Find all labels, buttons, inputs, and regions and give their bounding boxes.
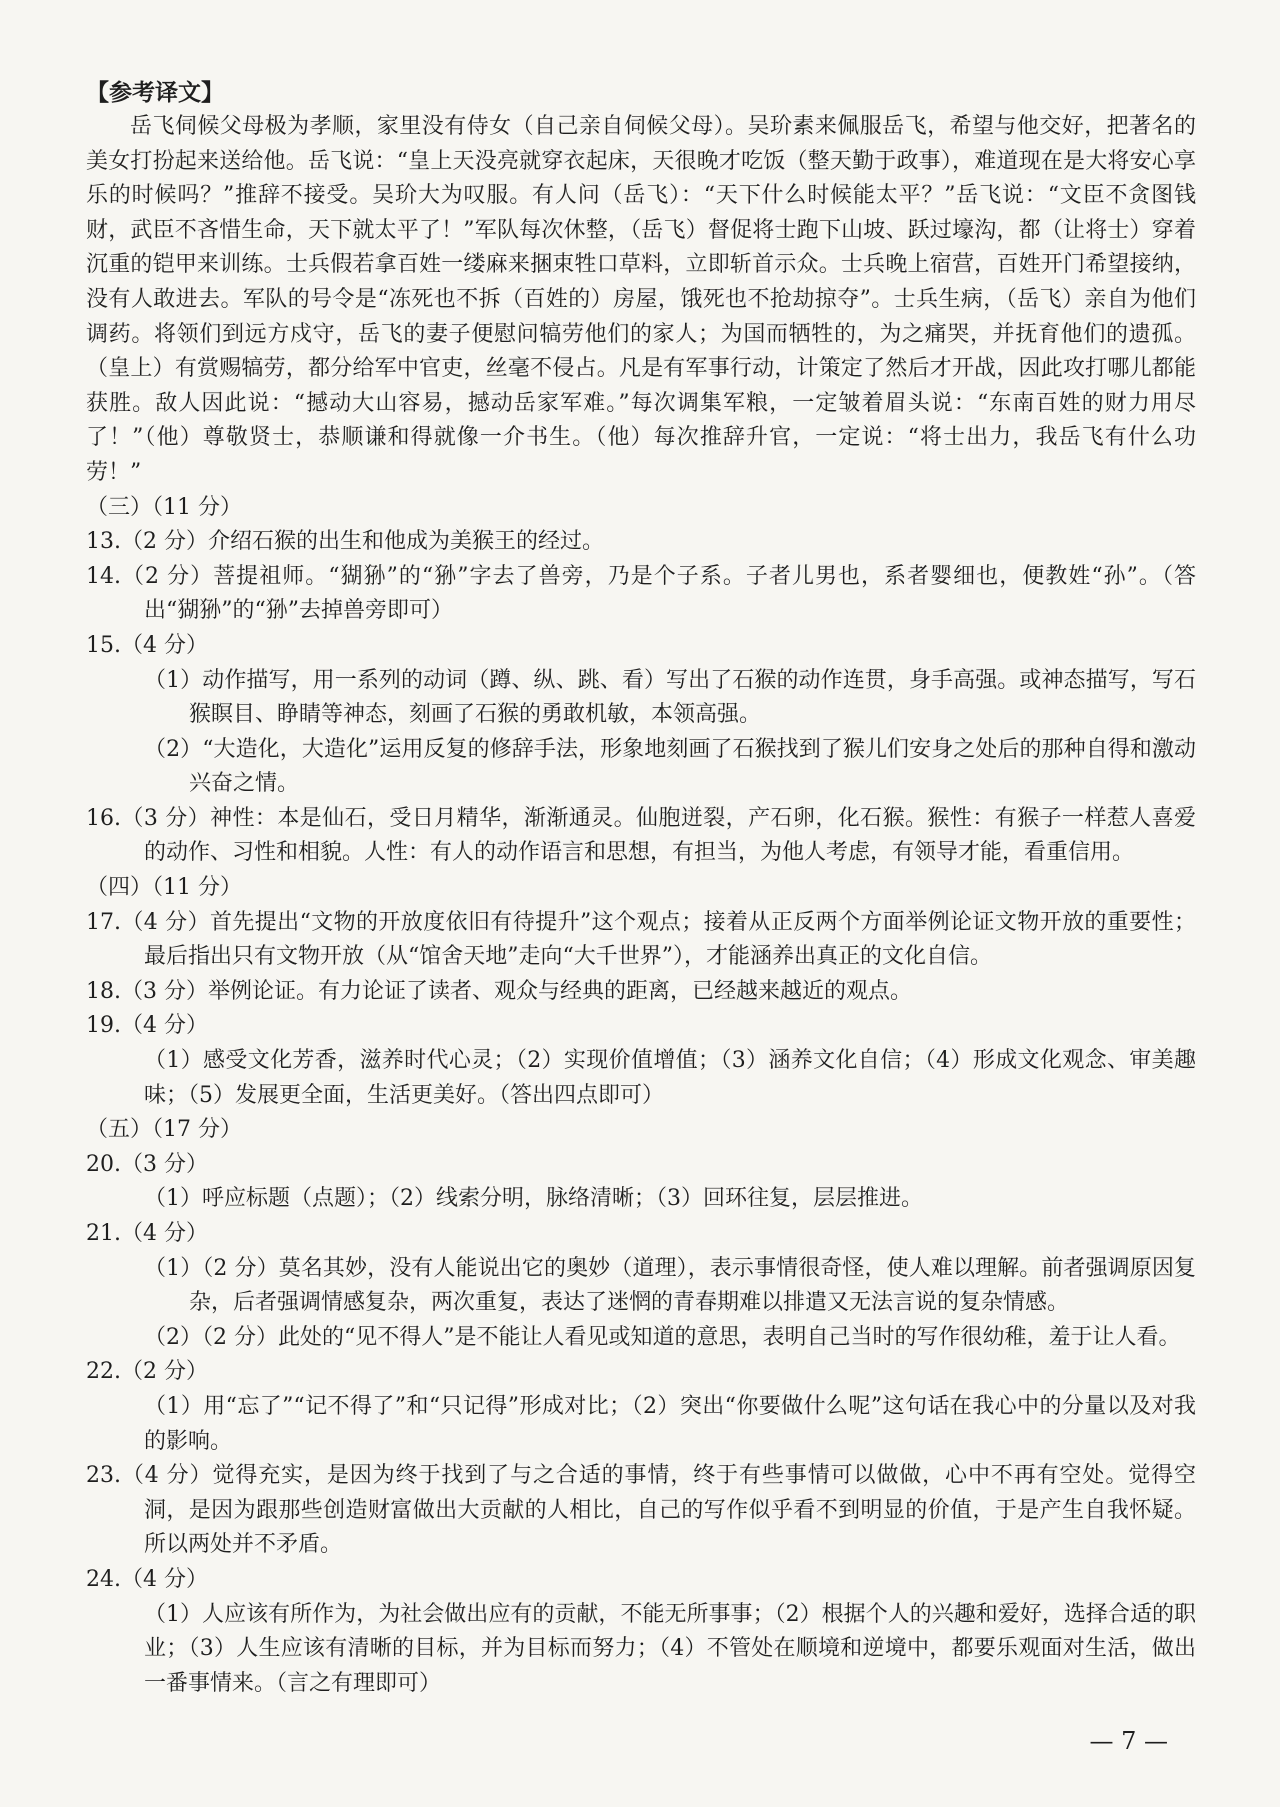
answer-24-body: （1）人应该有所作为，为社会做出应有的贡献，不能无所事事；（2）根据个人的兴趣和爱好，选择合适的职业；（3）人生应该有清晰的目标，并为目标而努力；（4）不管处在顺境和逆境中，都要乐观面对生活，做出一番事情来。（言之有理即可） [144, 1601, 1196, 1696]
answer-page [86, 76, 1196, 1701]
answer-19-heading: 19.（4 分） [86, 1013, 208, 1039]
answer-13: 13.（2 分）介绍石猴的出生和他成为美猴王的经过。 [86, 529, 604, 555]
answer-16: 16.（3 分）神性：本是仙石，受日月精华，渐渐通灵。仙胞迸裂，产石卵，化石猴。猴性：有猴子一样惹人喜爱的动作、习性和相貌。人性：有人的动作语言和思想，有担当，为他人考虑，有领导才能，看重信用。 [86, 805, 1196, 866]
answer-21-part-2: （2）（2 分）此处的“见不得人”是不能让人看见或知道的意思，表明自己当时的写作很幼稚，羞于让人看。 [144, 1324, 1181, 1350]
section-3-heading: （三）（11 分） [86, 494, 242, 520]
section-5-heading: （五）（17 分） [86, 1117, 242, 1143]
answer-22-heading: 22.（2 分） [86, 1359, 208, 1385]
answer-14: 14.（2 分）菩提祖师。“猢狲”的“狲”字去了兽旁，乃是个子系。子者儿男也，系者婴细也，便教姓“孙”。（答出“猢狲”的“狲”去掉兽旁即可） [86, 563, 1196, 624]
answer-18: 18.（3 分）举例论证。有力论证了读者、观众与经典的距离，已经越来越近的观点。 [86, 978, 912, 1004]
answer-15-heading: 15.（4 分） [86, 632, 208, 658]
answer-21-part-1: （1）（2 分）莫名其妙，没有人能说出它的奥妙（道理），表示事情很奇怪，使人难以理解。前者强调原因复杂，后者强调情感复杂，两次重复，表达了迷惘的青春期难以排遣又无法言说的复杂情感。 [144, 1255, 1196, 1316]
answer-22-body: （1）用“忘了”“记不得了”和“只记得”形成对比；（2）突出“你要做什么呢”这句话在我心中的分量以及对我的影响。 [144, 1393, 1196, 1454]
answer-15-part-1: （1）动作描写，用一系列的动词（蹲、纵、跳、看）写出了石猴的动作连贯，身手高强。或神态描写，写石猴瞑目、睁睛等神态，刻画了石猴的勇敢机敏，本领高强。 [144, 667, 1196, 728]
answer-15-part-2: （2）“大造化，大造化”运用反复的修辞手法，形象地刻画了石猴找到了猴儿们安身之处后的那种自得和激动兴奋之情。 [144, 736, 1196, 797]
translation-title: 【参考译文】 [86, 80, 224, 106]
section-4-heading: （四）（11 分） [86, 875, 242, 901]
answer-19-body: （1）感受文化芳香，滋养时代心灵；（2）实现价值增值；（3）涵养文化自信；（4）形成文化观念、审美趣味；（5）发展更全面，生活更美好。（答出四点即可） [144, 1048, 1196, 1108]
answer-20-heading: 20.（3 分） [86, 1151, 208, 1177]
page-number: — 7 — [1089, 1727, 1168, 1755]
answer-24-heading: 24.（4 分） [86, 1566, 208, 1592]
answer-20-body: （1）呼应标题（点题）；（2）线索分明，脉络清晰；（3）回环往复，层层推进。 [144, 1186, 923, 1212]
answer-23: 23.（4 分）觉得充实，是因为终于找到了与之合适的事情，终于有些事情可以做做，心中不再有空处。觉得空洞，是因为跟那些创造财富做出大贡献的人相比，自己的写作似乎看不到明显的价值，于是产生自我怀疑。所以两处并不矛盾。 [86, 1463, 1196, 1558]
answer-21-heading: 21.（4 分） [86, 1221, 208, 1246]
translation-text: 岳飞伺候父母极为孝顺，家里没有侍女（自己亲自伺候父母）。吴玠素来佩服岳飞，希望与他交好，把著名的美女打扮起来送给他。岳飞说：“皇上天没亮就穿衣起床，天很晚才吃饭（整天勤于政事），难道现在是大将安心享乐的时候吗？”推辞不接受。吴玠大为叹服。有人问（岳飞）：“天下什么时候能太平？”岳飞说：“文臣不贪图钱财，武臣不吝惜生命，天下就太平了！”军队每次休整，（岳飞）督促将士跑下山坡、跃过壕沟，都（让将士）穿着沉重的铠甲来训练。士兵假若拿百姓一缕麻来捆束牲口草料，立即斩首示众。士兵晚上宿营，百姓开门希望接纳，没有人敢进去。军队的号令是“冻死也不拆（百姓的）房屋，饿死也不抢劫掠夺”。士兵生病，（岳飞）亲自为他们调药。将领们到远方戍守，岳飞的妻子便慰问犒劳他们的家人；为国而牺牲的，为之痛哭，并抚育他们的遗孤。（皇上）有赏赐犒劳，都分给军中官吏，丝毫不侵占。凡是有军事行动，计策定了然后才开战，因此攻打哪儿都能获胜。敌人因此说：“撼动大山容易，撼动岳家军难。”每次调集军粮，一定皱着眉头说：“东南百姓的财力用尽了！”（他）尊敬贤士，恭顺谦和得就像一介书生。（他）每次推辞升官，一定说：“将士出力，我岳飞有什么功劳！” [86, 114, 1196, 485]
answer-17: 17.（4 分）首先提出“文物的开放度依旧有待提升”这个观点；接着从正反两个方面举例论证文物开放的重要性；最后指出只有文物开放（从“馆舍天地”走向“大千世界”），才能涵养出真正的文化自信。 [86, 909, 1196, 970]
